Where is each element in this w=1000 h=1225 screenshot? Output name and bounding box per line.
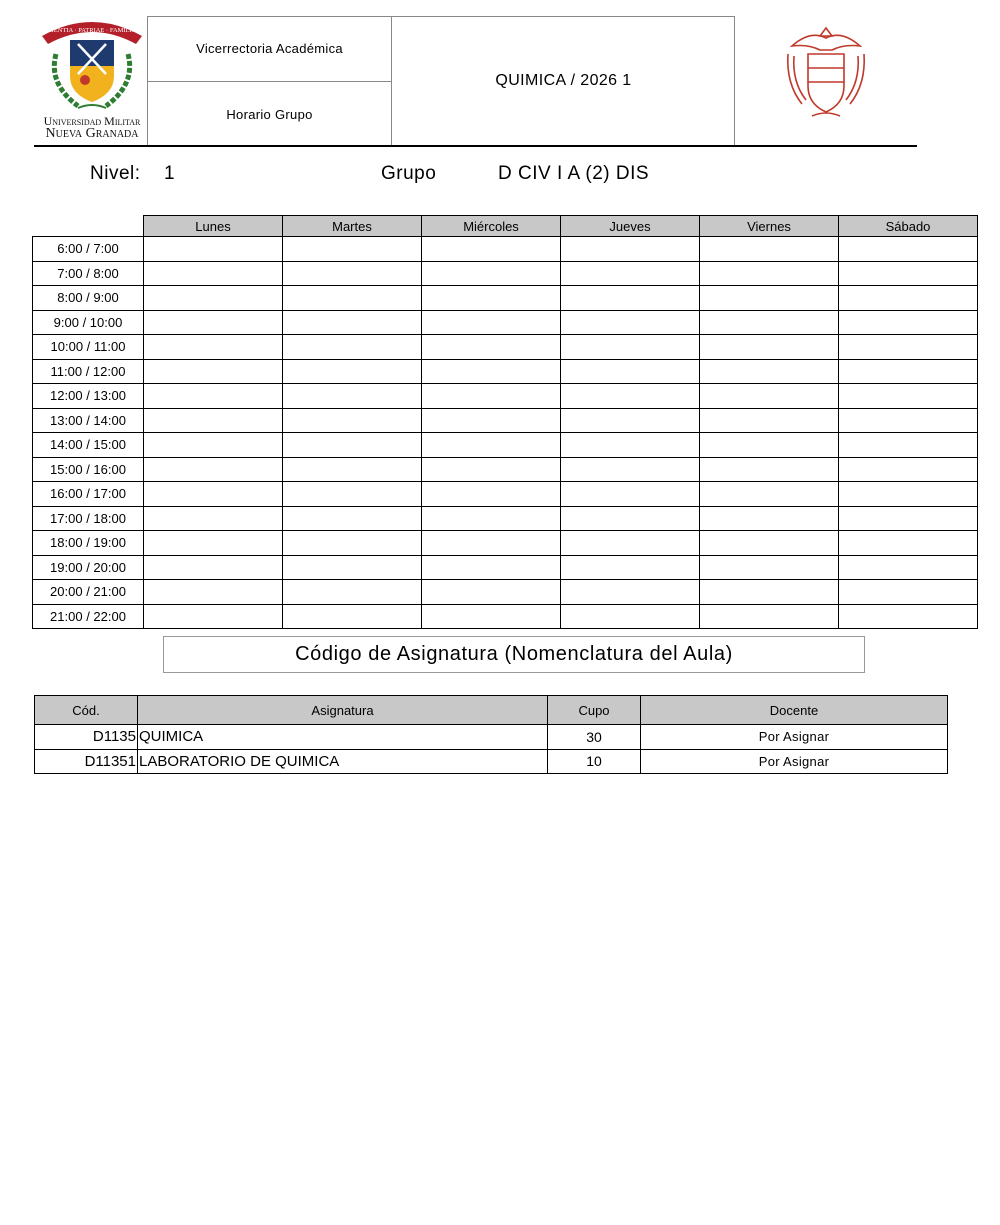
- schedule-cell: [283, 408, 422, 433]
- schedule-cell: [561, 286, 700, 311]
- schedule-cell: [144, 310, 283, 335]
- schedule-row: [33, 482, 978, 507]
- schedule-cell: [283, 433, 422, 458]
- subjects-table: [34, 695, 948, 774]
- schedule-cell: [422, 580, 561, 605]
- time-slot-label: 8:00 / 9:00: [33, 286, 144, 311]
- subject-cupo: 30: [548, 725, 641, 750]
- schedule-cell: [144, 482, 283, 507]
- schedule-cell: [283, 384, 422, 409]
- time-slot-label: 18:00 / 19:00: [33, 531, 144, 556]
- subjects-header-row: [35, 696, 948, 725]
- time-slot-label: 13:00 / 14:00: [33, 408, 144, 433]
- schedule-cell: [144, 408, 283, 433]
- schedule-cell: [422, 506, 561, 531]
- schedule-cell: [144, 384, 283, 409]
- schedule-cell: [561, 604, 700, 629]
- subject-code: D11351: [35, 749, 138, 774]
- schedule-row: [33, 261, 978, 286]
- time-slot-label: 9:00 / 10:00: [33, 310, 144, 335]
- time-slot-label: 6:00 / 7:00: [33, 237, 144, 262]
- schedule-cell: [422, 261, 561, 286]
- schedule-cell: [839, 310, 978, 335]
- nivel-label: Nivel:: [90, 163, 141, 184]
- schedule-cell: [422, 531, 561, 556]
- schedule-cell: [839, 457, 978, 482]
- time-slot-label: 11:00 / 12:00: [33, 359, 144, 384]
- schedule-cell: [561, 482, 700, 507]
- schedule-row: [33, 580, 978, 605]
- schedule-cell: [839, 580, 978, 605]
- schedule-cell: [700, 359, 839, 384]
- schedule-table: [32, 215, 978, 629]
- schedule-cell: [283, 286, 422, 311]
- grupo-value: D CIV I A (2) DIS: [498, 163, 650, 184]
- schedule-cell: [700, 384, 839, 409]
- asignatura-header: Asignatura: [138, 696, 548, 725]
- schedule-cell: [283, 482, 422, 507]
- schedule-cell: [283, 555, 422, 580]
- schedule-cell: [700, 555, 839, 580]
- schedule-cell: [144, 555, 283, 580]
- schedule-row: [33, 506, 978, 531]
- schedule-cell: [700, 286, 839, 311]
- schedule-cell: [422, 359, 561, 384]
- time-slot-label: 14:00 / 15:00: [33, 433, 144, 458]
- schedule-row: [33, 604, 978, 629]
- schedule-row: [33, 555, 978, 580]
- time-slot-label: 12:00 / 13:00: [33, 384, 144, 409]
- schedule-cell: [700, 310, 839, 335]
- schedule-cell: [283, 531, 422, 556]
- schedule-row: [33, 531, 978, 556]
- schedule-row: [33, 384, 978, 409]
- schedule-cell: [700, 580, 839, 605]
- schedule-cell: [144, 237, 283, 262]
- schedule-cell: [700, 506, 839, 531]
- department-label: Vicerrectoria Académica: [196, 41, 343, 56]
- schedule-cell: [700, 237, 839, 262]
- time-slot-label: 10:00 / 11:00: [33, 335, 144, 360]
- table-row: [35, 725, 948, 750]
- schedule-cell: [422, 237, 561, 262]
- schedule-cell: [422, 604, 561, 629]
- schedule-cell: [700, 261, 839, 286]
- schedule-cell: [839, 482, 978, 507]
- schedule-cell: [422, 335, 561, 360]
- university-logo: [38, 14, 146, 142]
- schedule-cell: [839, 531, 978, 556]
- schedule-cell: [839, 335, 978, 360]
- schedule-cell: [839, 384, 978, 409]
- coat-of-arms-icon: [782, 24, 870, 122]
- time-slot-label: 7:00 / 8:00: [33, 261, 144, 286]
- schedule-cell: [283, 580, 422, 605]
- time-slot-label: 20:00 / 21:00: [33, 580, 144, 605]
- schedule-cell: [839, 408, 978, 433]
- time-slot-label: 16:00 / 17:00: [33, 482, 144, 507]
- schedule-cell: [144, 457, 283, 482]
- cod-header: Cód.: [35, 696, 138, 725]
- schedule-cell: [283, 310, 422, 335]
- schedule-cell: [422, 555, 561, 580]
- schedule-cell: [283, 457, 422, 482]
- header-rule: [34, 145, 917, 147]
- schedule-cell: [422, 408, 561, 433]
- day-header: Miércoles: [422, 216, 561, 237]
- legend-caption: Código de Asignatura (Nomenclatura del Aula): [163, 636, 865, 673]
- university-name-line2: Nueva Granada: [45, 126, 139, 141]
- schedule-cell: [144, 580, 283, 605]
- schedule-cell: [839, 237, 978, 262]
- schedule-row: [33, 286, 978, 311]
- schedule-row: [33, 237, 978, 262]
- schedule-cell: [700, 531, 839, 556]
- schedule-cell: [283, 506, 422, 531]
- schedule-cell: [422, 310, 561, 335]
- schedule-cell: [144, 261, 283, 286]
- nivel-value: 1: [164, 163, 176, 184]
- schedule-cell: [422, 457, 561, 482]
- schedule-cell: [839, 506, 978, 531]
- schedule-corner-cell: [33, 216, 144, 237]
- day-header: Lunes: [144, 216, 283, 237]
- schedule-cell: [839, 286, 978, 311]
- subject-period-title: QUIMICA / 2026 1: [495, 72, 632, 89]
- subject-cupo: 10: [548, 749, 641, 774]
- schedule-cell: [422, 433, 561, 458]
- document-type-label: Horario Grupo: [226, 106, 313, 122]
- subject-name: QUIMICA: [138, 725, 548, 750]
- schedule-cell: [144, 604, 283, 629]
- schedule-header-row: [33, 216, 978, 237]
- schedule-cell: [561, 408, 700, 433]
- day-header: Viernes: [700, 216, 839, 237]
- schedule-cell: [561, 237, 700, 262]
- subject-name: LABORATORIO DE QUIMICA: [138, 749, 548, 774]
- day-header: Jueves: [561, 216, 700, 237]
- day-header: Martes: [283, 216, 422, 237]
- docente-header: Docente: [641, 696, 948, 725]
- schedule-cell: [561, 457, 700, 482]
- schedule-cell: [839, 604, 978, 629]
- university-shield-icon: [38, 14, 146, 114]
- schedule-cell: [144, 335, 283, 360]
- schedule-cell: [561, 433, 700, 458]
- schedule-cell: [144, 506, 283, 531]
- schedule-row: [33, 433, 978, 458]
- schedule-row: [33, 457, 978, 482]
- schedule-cell: [144, 359, 283, 384]
- schedule-cell: [700, 457, 839, 482]
- schedule-cell: [144, 286, 283, 311]
- time-slot-label: 19:00 / 20:00: [33, 555, 144, 580]
- schedule-cell: [283, 237, 422, 262]
- schedule-cell: [700, 408, 839, 433]
- schedule-cell: [283, 359, 422, 384]
- motto-text: SCIENTIA · PATRIAE · FAMILIAE: [43, 27, 141, 34]
- schedule-cell: [283, 261, 422, 286]
- university-name-line1: Universidad Militar: [43, 114, 141, 128]
- schedule-cell: [561, 384, 700, 409]
- schedule-cell: [144, 531, 283, 556]
- schedule-cell: [561, 580, 700, 605]
- schedule-row: [33, 359, 978, 384]
- schedule-cell: [839, 555, 978, 580]
- schedule-cell: [839, 261, 978, 286]
- cupo-header: Cupo: [548, 696, 641, 725]
- schedule-row: [33, 310, 978, 335]
- schedule-body: [33, 237, 978, 629]
- schedule-cell: [144, 433, 283, 458]
- subject-docente: Por Asignar: [641, 749, 948, 774]
- schedule-cell: [561, 506, 700, 531]
- schedule-row: [33, 408, 978, 433]
- schedule-cell: [561, 531, 700, 556]
- schedule-cell: [561, 555, 700, 580]
- schedule-cell: [700, 433, 839, 458]
- schedule-cell: [422, 482, 561, 507]
- schedule-cell: [283, 604, 422, 629]
- schedule-row: [33, 335, 978, 360]
- time-slot-label: 17:00 / 18:00: [33, 506, 144, 531]
- schedule-cell: [561, 310, 700, 335]
- schedule-cell: [839, 359, 978, 384]
- day-header: Sábado: [839, 216, 978, 237]
- table-row: [35, 749, 948, 774]
- time-slot-label: 21:00 / 22:00: [33, 604, 144, 629]
- national-emblem: [782, 24, 870, 122]
- subject-docente: Por Asignar: [641, 725, 948, 750]
- grupo-label: Grupo: [381, 163, 437, 184]
- time-slot-label: 15:00 / 16:00: [33, 457, 144, 482]
- schedule-cell: [561, 261, 700, 286]
- subject-code: D1135: [35, 725, 138, 750]
- schedule-cell: [700, 482, 839, 507]
- schedule-cell: [422, 384, 561, 409]
- schedule-cell: [283, 335, 422, 360]
- schedule-cell: [561, 335, 700, 360]
- schedule-cell: [700, 335, 839, 360]
- schedule-cell: [700, 604, 839, 629]
- schedule-cell: [422, 286, 561, 311]
- schedule-cell: [839, 433, 978, 458]
- schedule-cell: [561, 359, 700, 384]
